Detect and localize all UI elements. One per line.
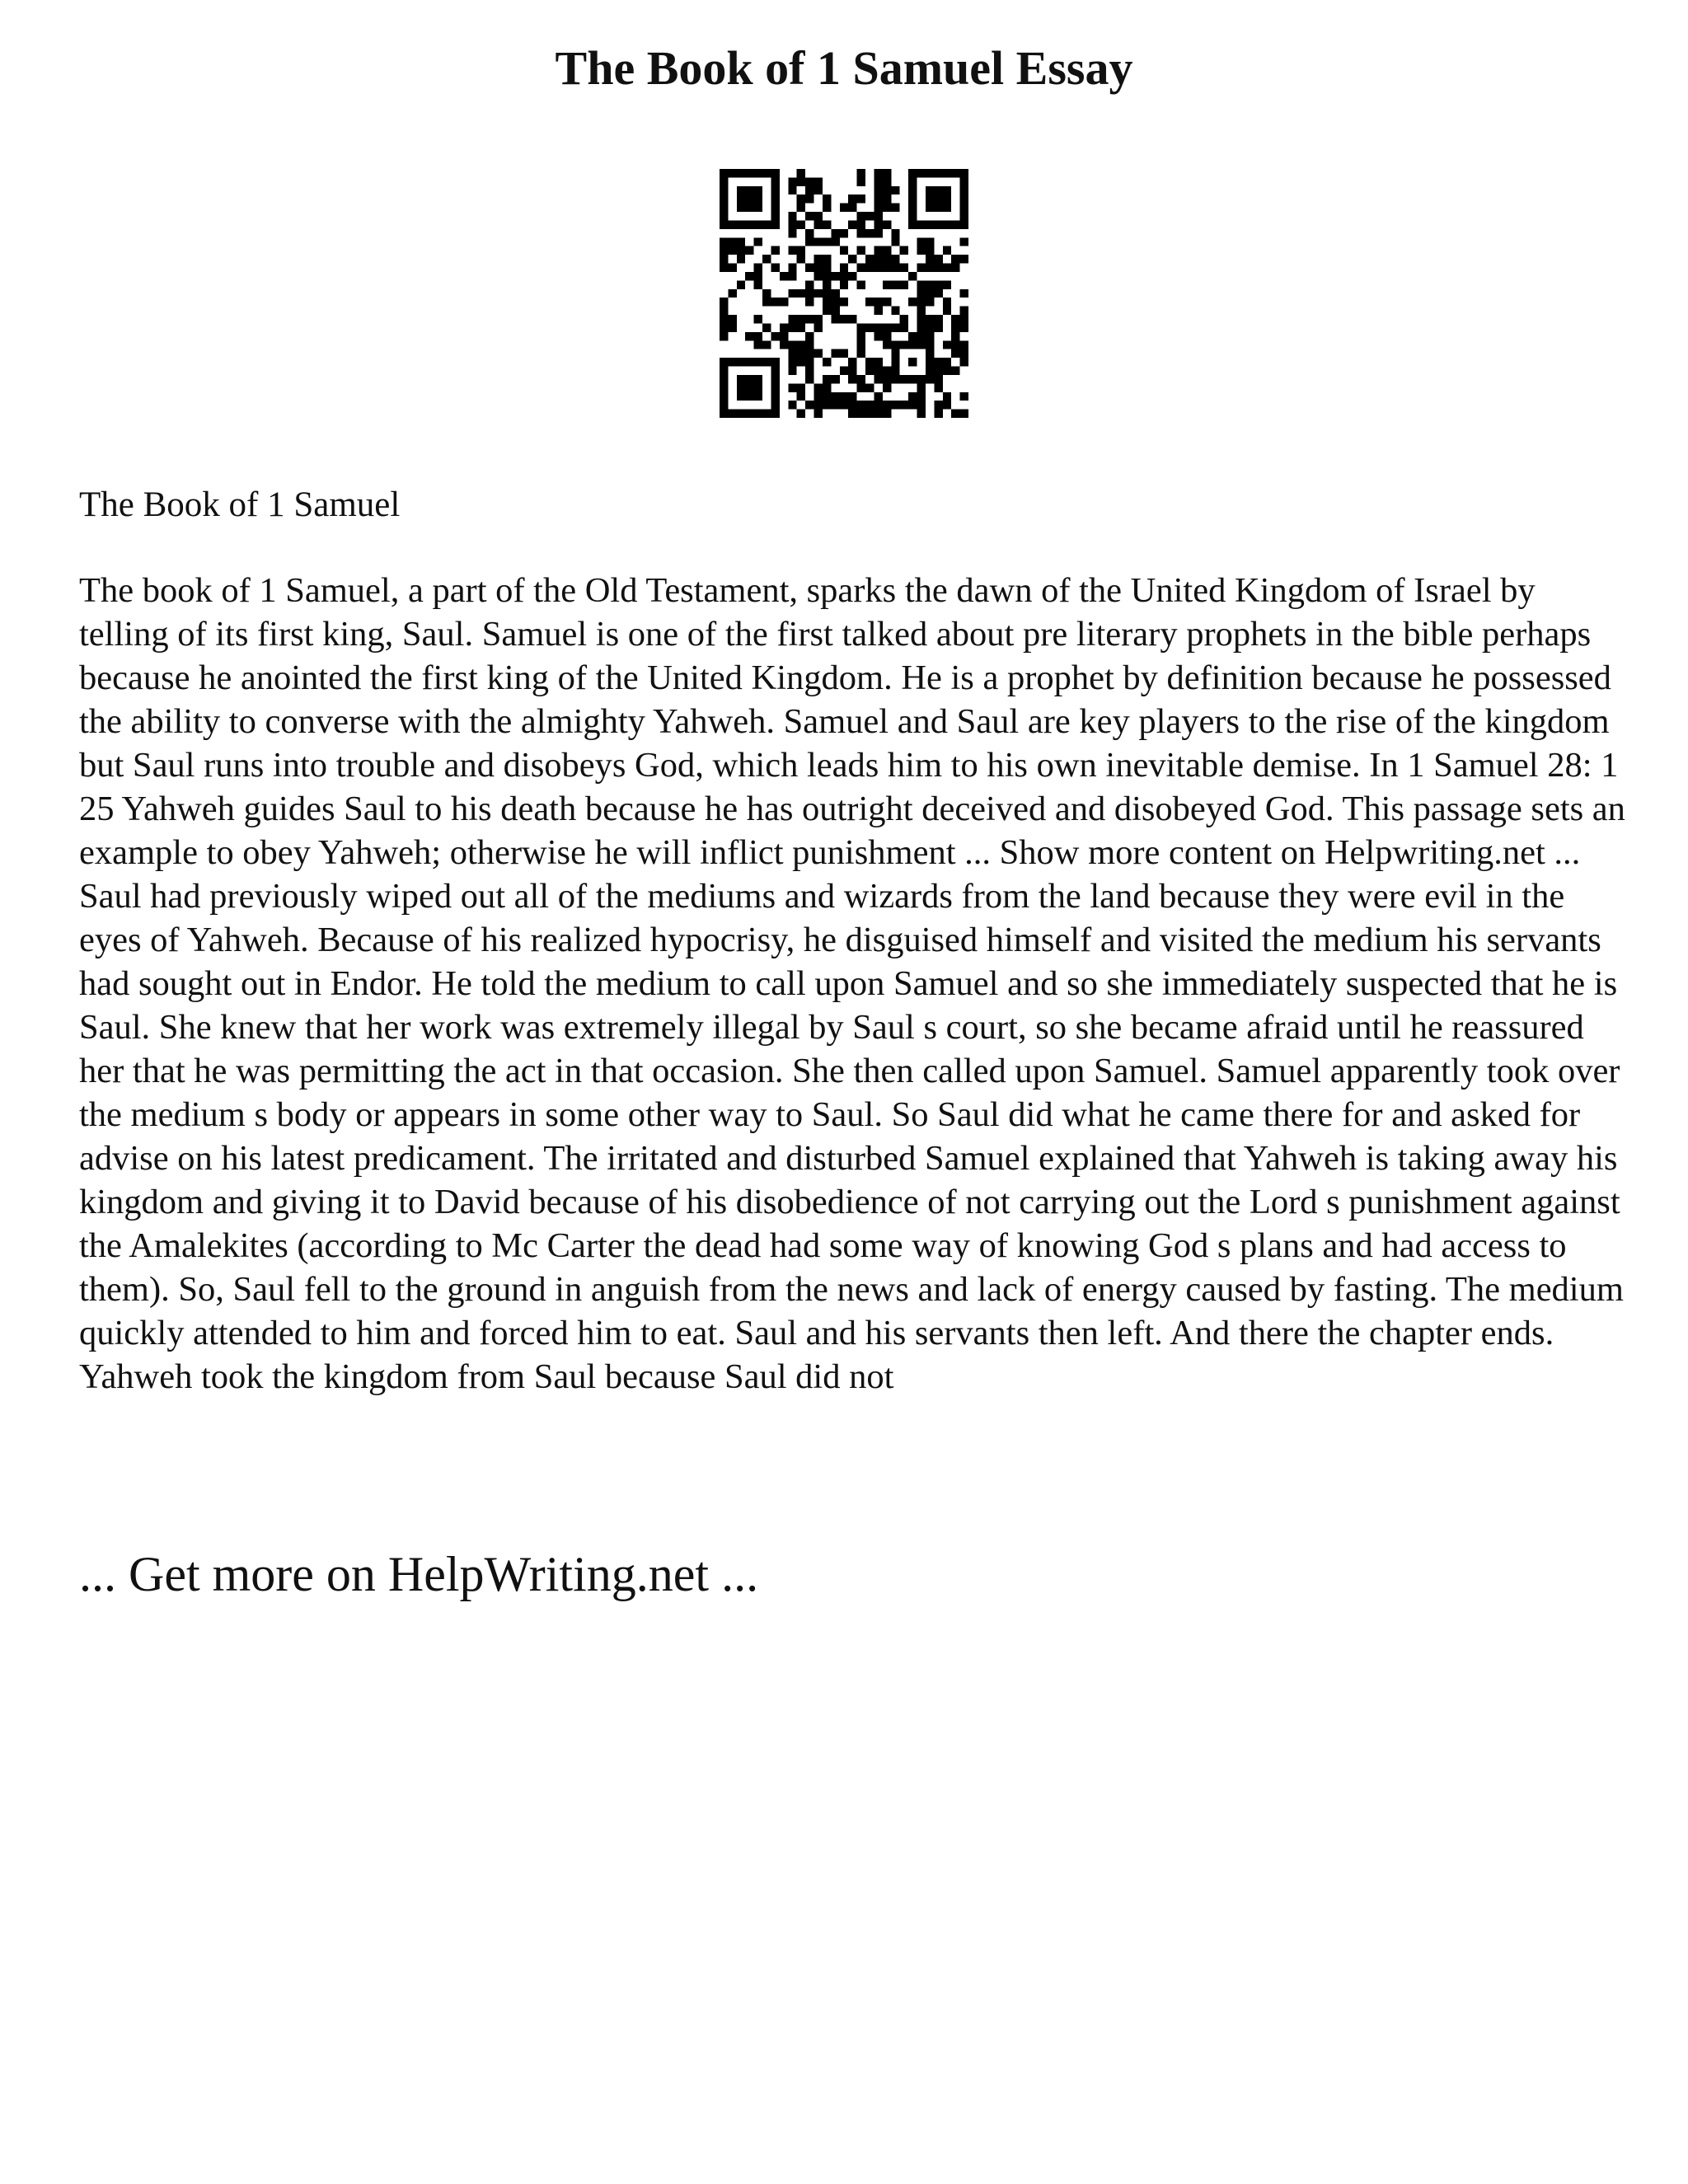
page-title: The Book of 1 Samuel Essay — [555, 41, 1133, 95]
qr-code — [720, 169, 968, 418]
get-more-link[interactable]: ... Get more on HelpWriting.net ... — [79, 1547, 759, 1601]
document-subtitle: The Book of 1 Samuel — [79, 485, 401, 524]
qr-code-icon — [720, 169, 968, 418]
body-paragraph: The book of 1 Samuel, a part of the Old Testament, sparks the dawn of the United Kingdom of Israel by telling of its first king, Saul. Samuel is one of the first talked about pre literary prophets in the bible perhaps because he anointed the first king of the United Kingdom. He is a prophet by definition because he possessed the ability to converse with the almighty Yahweh. Samuel and Saul are key players to the rise of the kingdom but Saul runs into trouble and disobeys God, which leads him to his own inevitable demise. In 1 Samuel 28: 1 25 Yahweh guides Saul to his death because he has outright deceived and disobeyed God. This passage sets an example to obey Yahweh; otherwise he will inflict punishment ... Show more content on Helpwriting.net ... — [79, 571, 1625, 872]
document-body — [79, 569, 1629, 1399]
body-paragraph: Saul had previously wiped out all of the mediums and wizards from the land because they were evil in the eyes of Yahweh. Because of his realized hypocrisy, he disguised himself and visited the medium his servants had sought out in Endor. He told the medium to call upon Samuel and so she immediately suspected that he is Saul. She knew that her work was extremely illegal by Saul s court, so she became afraid until he reassured her that he was permitting the act in that occasion. She then called upon Samuel. Samuel apparently took over the medium s body or appears in some other way to Saul. So Saul did what he came there for and asked for advise on his latest predicament. The irritated and disturbed Samuel explained that Yahweh is taking away his kingdom and giving it to David because of his disobedience of not carrying out the Lord s punishment against the Amalekites (according to Mc Carter the dead had some way of knowing God s plans and had access to them). So, Saul fell to the ground in anguish from the news and lack of energy caused by fasting. The medium quickly attended to him and forced him to eat. Saul and his servants then left. And there the chapter ends. Yahweh took the kingdom from Saul because Saul did not — [79, 877, 1624, 1396]
